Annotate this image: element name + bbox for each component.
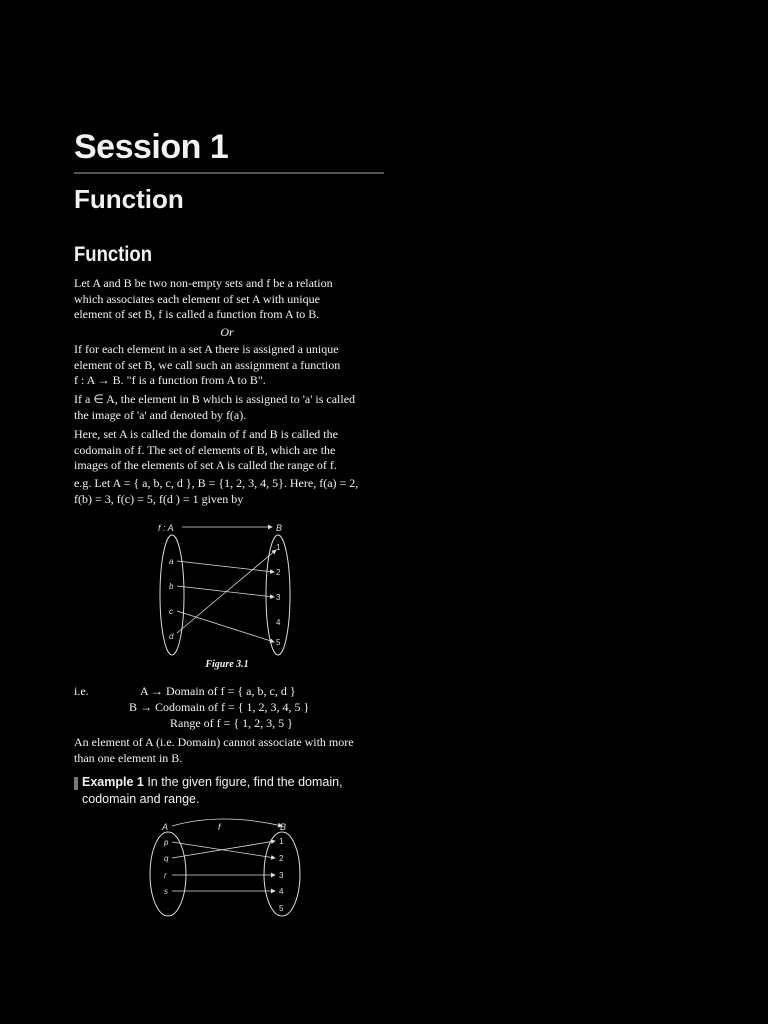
alt-definition-paragraph <box>74 342 394 389</box>
text-line: Here, set A is called the domain of f and B is called the <box>74 427 338 441</box>
note-paragraph <box>74 735 394 766</box>
session-divider <box>74 172 384 174</box>
text-line: images of the elements of set A is called the range of f. <box>74 458 337 472</box>
domain-element: q <box>164 854 169 863</box>
text-line: f(b) = 3, f(c) = 5, f(d ) = 1 given by <box>74 491 244 506</box>
codomain-statement: B → Codomain of f = { 1, 2, 3, 4, 5 } <box>129 700 310 714</box>
text-line: Let A and B be two non-empty sets and f be a relation <box>74 276 333 290</box>
domain-element: c <box>169 607 173 616</box>
section-heading: Function <box>74 243 153 266</box>
figure1-map-label: f : A <box>158 523 174 533</box>
text-line: An element of A (i.e. Domain) cannot associate with more <box>74 735 354 749</box>
example-label: Example 1 <box>82 775 144 789</box>
text-line: than one element in B. <box>74 750 183 765</box>
figure2-domain-label: A <box>162 822 169 832</box>
domain-element: a <box>169 557 174 566</box>
codomain-element: 3 <box>276 593 281 602</box>
figure2-map-label: f <box>218 822 221 832</box>
codomain-element: 1 <box>279 837 284 846</box>
mapping-arrow <box>177 586 274 597</box>
codomain-element: 2 <box>279 854 284 863</box>
codomain-element: 2 <box>276 568 281 577</box>
map-arc-arrow <box>172 819 282 826</box>
codomain-element: 5 <box>279 904 284 913</box>
figure-caption: Figure 3.1 <box>205 659 249 670</box>
codomain-element: 3 <box>279 871 284 880</box>
text-line: which associates each element of set A with unique <box>74 291 320 306</box>
or-separator: Or <box>220 325 234 339</box>
text-line: e.g. Let A = { a, b, c, d }, B = {1, 2, 3, 4, 5}. Here, f(a) = 2, <box>74 476 359 490</box>
mapping-arrow <box>177 561 274 572</box>
text-line: If for each element in a set A there is assigned a unique <box>74 342 339 356</box>
text-line: element of set B, f is called a function from A to B. <box>74 307 320 321</box>
session-title: Session 1 <box>74 128 229 166</box>
codomain-element: 4 <box>279 887 284 896</box>
domain-element: s <box>164 887 168 896</box>
figure1-codomain-label: B <box>276 523 283 533</box>
example-heading <box>82 775 343 789</box>
figure-mapping-diagram-1 <box>150 515 310 660</box>
example-text-continued: codomain and range. <box>82 792 200 806</box>
example-eg-paragraph <box>74 476 394 507</box>
domain-range-paragraph <box>74 427 394 474</box>
text-line: codomain of f. The set of elements of B, which are the <box>74 442 336 457</box>
range-statement: Range of f = { 1, 2, 3, 5 } <box>170 716 293 730</box>
codomain-element: 4 <box>276 618 281 627</box>
domain-element: b <box>169 582 174 591</box>
image-paragraph <box>74 392 394 423</box>
ie-label: i.e. <box>74 684 89 698</box>
text-line: f : A → B. "f is a function from A to B". <box>74 373 266 387</box>
chapter-title: Function <box>74 184 184 214</box>
domain-element: d <box>169 632 174 641</box>
mapping-arrow <box>177 611 274 642</box>
text-line: element of set B, we call such an assignment a function <box>74 357 341 372</box>
text-line: If a ∈ A, the element in B which is assigned to 'a' is called <box>74 392 356 406</box>
domain-statement: A → Domain of f = { a, b, c, d } <box>140 684 296 698</box>
text-line: the image of 'a' and denoted by f(a). <box>74 407 247 422</box>
domain-element: r <box>164 871 167 880</box>
example-marker-bar <box>74 777 78 790</box>
definition-paragraph <box>74 276 394 323</box>
domain-element: p <box>164 838 169 847</box>
codomain-element: 5 <box>276 638 281 647</box>
example-text: In the given figure, find the domain, <box>143 775 343 789</box>
figure2-codomain-label: B <box>280 822 287 832</box>
figure-mapping-diagram-2 <box>146 812 316 924</box>
codomain-element: 1 <box>276 543 281 552</box>
